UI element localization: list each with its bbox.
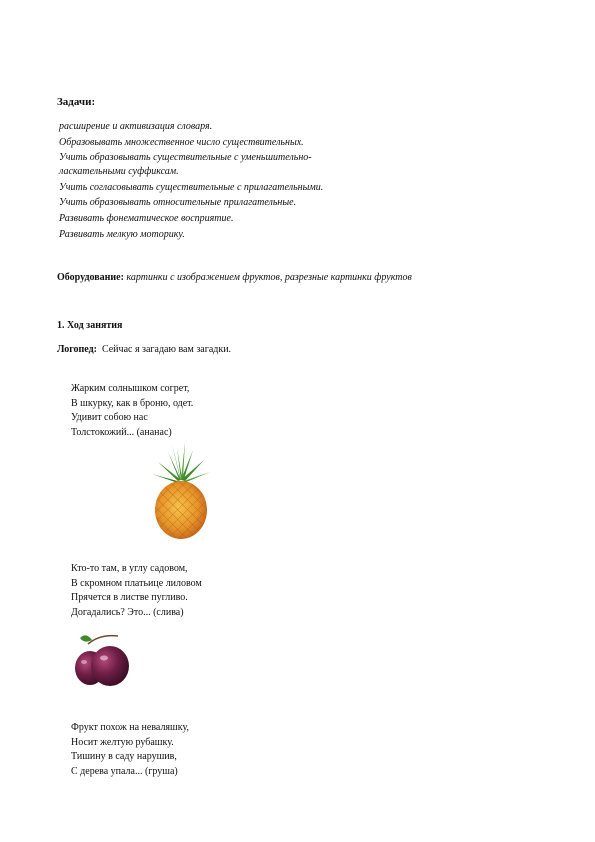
task-item: расширение и активизация словаря. — [59, 121, 213, 132]
equipment-line — [57, 272, 412, 283]
riddle-line: Тишину в саду нарушив, — [71, 751, 177, 763]
riddle-line: Кто-то там, в углу садовом, — [71, 563, 188, 574]
riddle-pear — [71, 721, 189, 779]
plum-image — [70, 632, 132, 690]
task-item: Учить образовывать относительные прилагательные. — [59, 197, 297, 208]
task-item: Учить согласовывать существительные с прилагательными. — [59, 182, 324, 193]
equipment-label: Оборудование: — [57, 272, 124, 283]
speaker-label: Логопед: — [57, 344, 97, 355]
task-item: ласкательными суффиксам. — [59, 166, 179, 177]
equipment-text: картинки с изображением фруктов, разрезные картинки фруктов — [126, 272, 412, 283]
lesson-heading: 1. Ход занятия — [57, 320, 123, 331]
riddle-line: С дерева упала... (груша) — [71, 765, 178, 777]
riddle-line: Носит желтую рубашку. — [71, 736, 174, 748]
riddle-plum — [71, 562, 202, 620]
riddle-pineapple — [71, 382, 193, 440]
riddle-line: Толстокожий... (ананас) — [71, 426, 172, 438]
pineapple-image — [148, 440, 214, 540]
task-item: Образовывать множественное число существительных. — [59, 137, 304, 148]
task-item: Развивать мелкую моторику. — [59, 229, 185, 240]
speaker-line — [57, 344, 231, 355]
riddle-line: Фрукт похож на неваляшку, — [71, 722, 189, 733]
riddle-line: В шкурку, как в броню, одет. — [71, 397, 194, 409]
tasks-heading: Задачи: — [57, 96, 96, 108]
task-item: Учить образовывать существительные с уменьшительно- — [59, 152, 312, 163]
riddle-line: В скромном платьице лиловом — [71, 577, 202, 589]
riddle-line: Догадались? Это... (слива) — [71, 606, 184, 618]
riddle-line: Удивит собою нас — [71, 412, 148, 424]
riddle-line: Прячется в листве пугливо. — [71, 592, 188, 604]
task-item: Развивать фонематическое восприятие. — [59, 213, 234, 224]
riddle-line: Жарким солнышком согрет, — [71, 383, 190, 394]
speaker-intro: Сейчас я загадаю вам загадки. — [101, 344, 232, 355]
